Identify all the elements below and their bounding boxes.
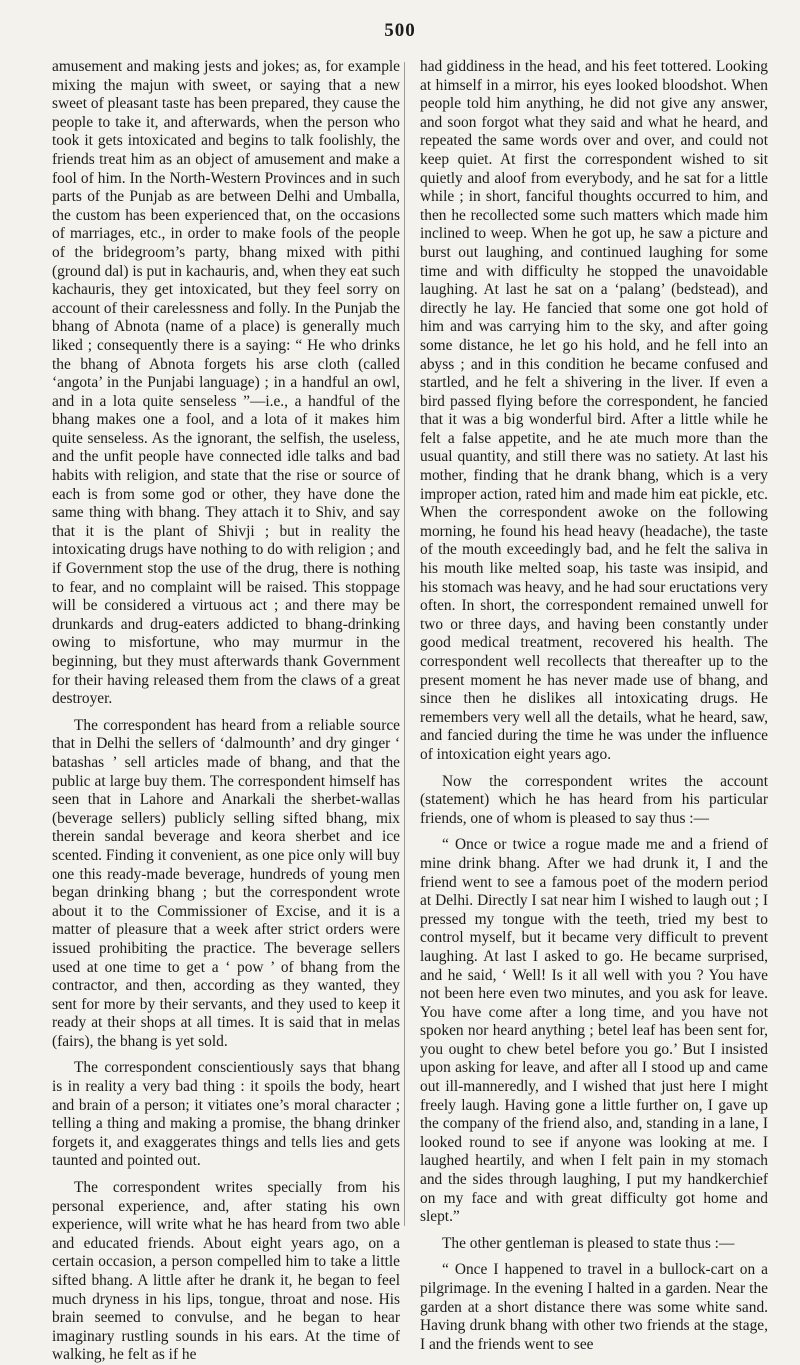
column-left: [52, 58, 400, 1365]
paragraph: “ Once or twice a rogue made me and a friend of mine drink bhang. After we had drunk it, I and the friend went to see a famous poet of the modern period at Delhi. Directly I sat near him I wished to laugh out ; I pressed my tongue with the teeth, tried my best to control myself, but it became very difficult to prevent laughing. At last I asked to go. He became surprised, and he said, ‘ Well! Is it all well with you ? You have not been here even two minutes, and you ask for leave. You have come after a long time, and you have not spoken nor heard anything ; betel leaf has been sent for, you ought to chew betel before you go.’ But I insisted upon asking for leave, and after all I stood up and came out ill-manneredly, and I wished that just here I might freely laugh. Having gone a little further on, I gave up the company of the friend also, and, standing in a lane, I looked round to see if anyone was looking at me. I laughed heartily, and when I felt pain in my stomach and the sides through laughing, I put my handkerchief on my face and with great difficulty got home and slept.”: [420, 836, 768, 1226]
paragraph: amusement and making jests and jokes; as, for example mixing the majun with sweet, or saying that a new sweet of pleasant taste has been prepared, they cause the people to take it, and afterwards, when the person who took it gets intoxicated and begins to talk foolishly, the friends treat him as an object of amusement and make a fool of him. In the North-Western Provinces and in such parts of the Punjab as are between Delhi and Umballa, the custom has been experienced that, on the occasions of marriages, etc., in order to make fools of the people of the bridegroom’s party, bhang mixed with pithi (ground dal) is put in kachauris, and, when they eat such kachauris, they get intoxicated, but they feel sorry on account of their carelessness and folly. In the Punjab the bhang of Abnota (name of a place) is generally much liked ; consequently there is a saying: “ He who drinks the bhang of Abnota forgets his arse cloth (called ‘angota’ in the Punjabi language) ; in a handful an owl, and in a lota quite senseless ”—i.e., a handful of the bhang makes one a fool, and a lota of it makes him quite senseless. As the ignorant, the selfish, the useless, and the unfit people have connected idle talks and bad habits with religion, and state that the rise or source of each is from some god or other, they have done the same thing with bhang. They attach it to Shiv, and say that it is the plant of Shivji ; but in reality the intoxicating drugs have nothing to do with religion ; and if Government stop the use of the drug, there is nothing to fear, and no complaint will be raised. This stoppage will be considered a virtuous act ; and there may be drunkards and drug-eaters addicted to bhang-drinking owing to misfortune, who may murmur in the beginning, but they must afterwards thank Government for their having released them from the claws of a great destroyer.: [52, 58, 400, 708]
paragraph: The correspondent conscientiously says that bhang is in reality a very bad thing : it spoils the body, heart and brain of a person; it vitiates one’s moral character ; telling a thing and making a promise, the bhang drinker forgets it, and exaggerates things and tells lies and gets taunted and pointed out.: [52, 1059, 400, 1170]
paragraph: The correspondent has heard from a reliable source that in Delhi the sellers of ‘dalmounth’ and dry ginger ‘ batashas ’ sell articles made of bhang, and that the public at large buy them. The correspondent himself has seen that in Lahore and Anarkali the sherbet-wallas (beverage sellers) publicly selling sifted bhang, mix therein sandal beverage and keora sherbet and ice scented. Finding it convenient, as one pice only will buy one this ready-made beverage, hundreds of young men began drinking bhang ; but the correspondent wrote about it to the Commissioner of Excise, and it is a matter of pleasure that a week after strict orders were issued prohibiting the practice. The beverage sellers used at one time to get a ‘ pow ’ of bhang from the contractor, and then, according as they wanted, they sent for more by their servants, and they used to keep it ready at their shops at all times. It is said that in melas (fairs), the bhang is yet sold.: [52, 716, 400, 1050]
column-divider: [404, 62, 405, 1226]
paragraph: Now the correspondent writes the account (statement) which he has heard from his particular friends, one of whom is pleased to say thus :—: [420, 772, 768, 827]
paragraph: The other gentleman is pleased to state thus :—: [442, 1234, 735, 1252]
column-right: [420, 58, 768, 1354]
paragraph: had giddiness in the head, and his feet tottered. Looking at himself in a mirror, his eyes looked bloodshot. When people told him anything, he did not give any answer, and soon forgot what they said and what he heard, and repeated the same words over and over, and could not keep quiet. At first the correspondent wished to sit quietly and aloof from everybody, and he sat for a little while ; in short, fanciful thoughts occurred to him, and then he recollected some such matters which made him inclined to weep. When he got up, he saw a picture and burst out laughing, and continued laughing for some time and with difficulty he stopped the unavoidable laughing. At last he sat on a ‘palang’ (bedstead), and directly he lay. He fancied that some one got hold of him and was carrying him to the sky, and after going some distance, he let go his hold, and he fell into an abyss ; and in this condition he became confused and startled, and he felt a shivering in the liver. If even a bird passed flying before the correspondent, he fancied that it was a big wonderful bird. After a little while he felt a false appetite, and he ate much more than the usual quantity, and still there was no satiety. At last his mother, finding that he drank bhang, which is a very improper action, rated him and made him eat pickle, etc. When the correspondent awoke on the following morning, he found his head heavy (headache), the taste of the mouth exceedingly bad, and he felt the saliva in his mouth like melted soap, his taste was insipid, and his stomach was heavy, and he had sour eructations very often. In short, the correspondent remained unwell for two or three days, and having been constantly under good medical treatment, recovered his health. The correspondent well recollects that thereafter up to the present moment he has never made use of bhang, and since then he dislikes all intoxicating drugs. He remembers very well all the details, what he heard, saw, and fancied during the time he was under the influence of intoxication eight years ago.: [420, 58, 768, 763]
page-number: 500: [384, 20, 416, 41]
paragraph: The correspondent writes specially from his personal experience, and, after stating his own experience, will write what he has heard from two able and educated friends. About eight years ago, on a certain occasion, a person compelled him to take a little sifted bhang. A little after he drank it, he began to feel much dryness in his lips, tongue, throat and nose. His brain seemed to convulse, and he began to hear imaginary rustling sounds in his ears. At the time of walking, he felt as if he: [52, 1179, 400, 1364]
paragraph: “ Once I happened to travel in a bullock-cart on a pilgrimage. In the evening I halted in a garden. Near the garden at a short distance there was some white sand. Having drunk bhang with other two friends at the stage, I and the friends went to see: [420, 1261, 768, 1353]
